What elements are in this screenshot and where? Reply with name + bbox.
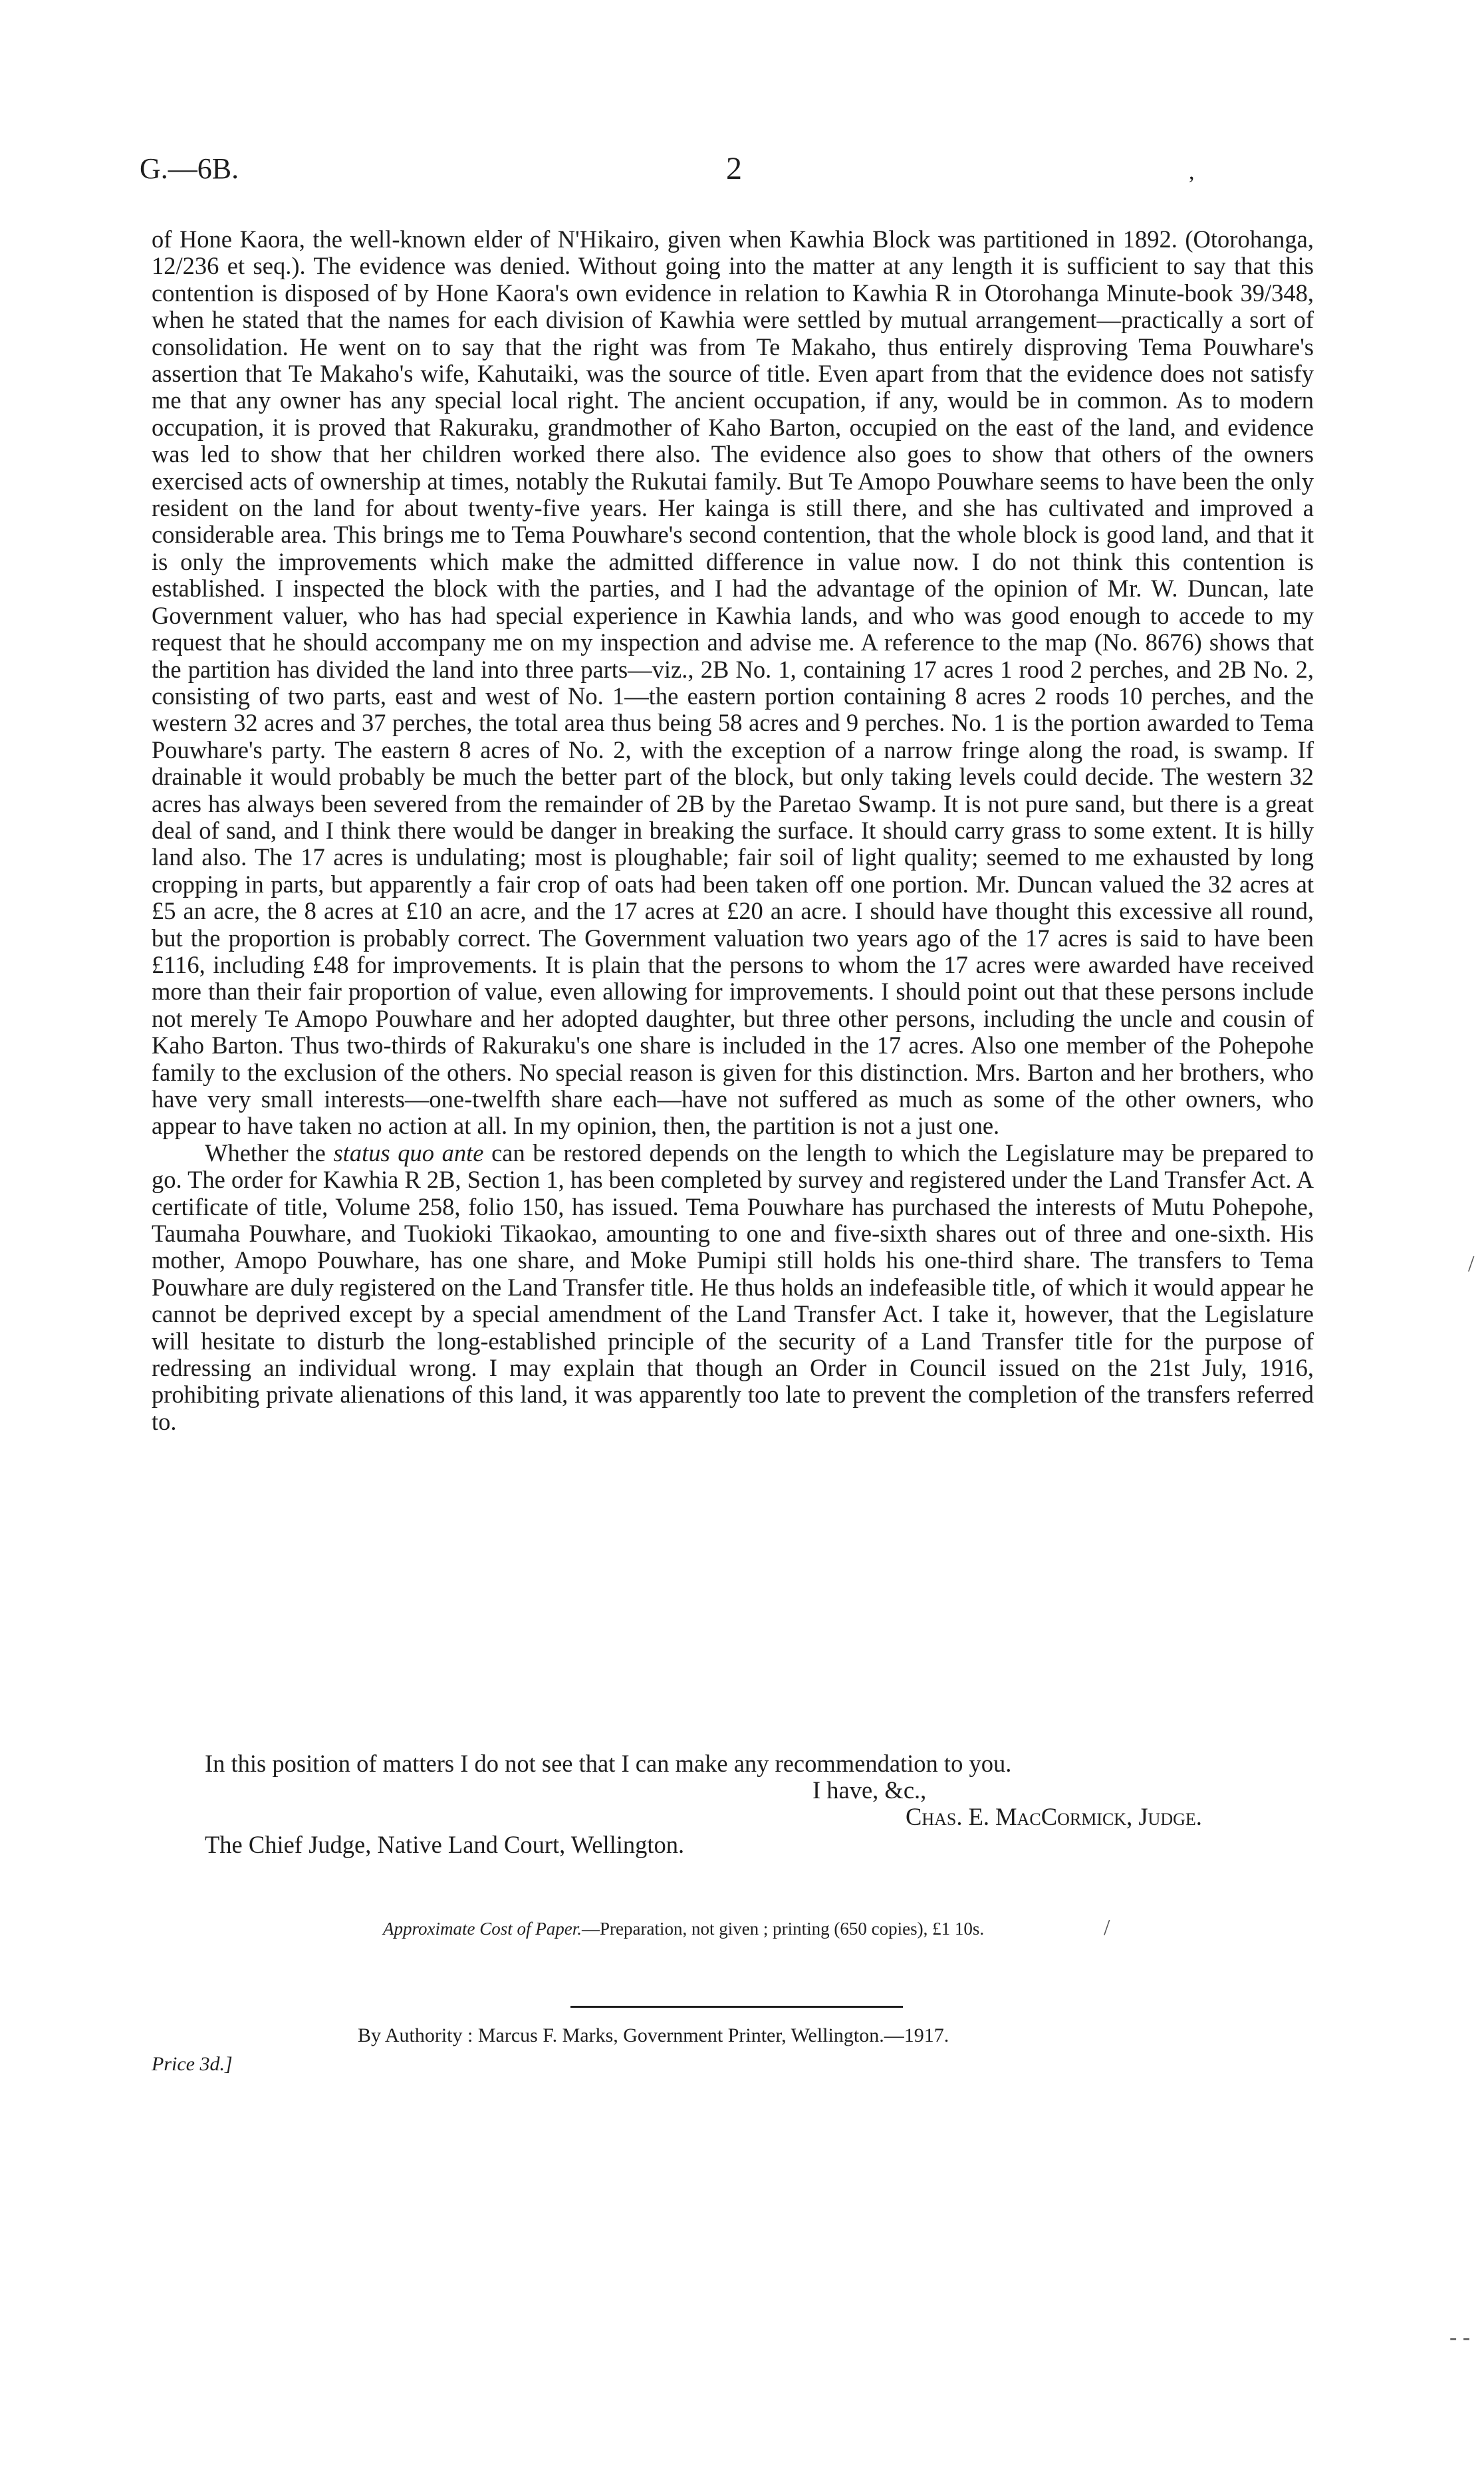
footer-rule — [570, 2006, 903, 2008]
paragraph-2-lead: Whether the — [205, 1139, 334, 1167]
body-text — [152, 226, 1314, 1435]
cost-text: —Preparation, not given ; printing (650 copies), £1 10s. — [581, 1919, 985, 1939]
cost-label: Approximate Cost of Paper. — [383, 1919, 582, 1939]
closing-line: In this position of matters I do not see that I can make any recommendation to you. — [205, 1750, 1012, 1777]
price: Price 3d.] — [152, 2053, 233, 2075]
stray-mark: , — [1189, 160, 1195, 184]
page-number: 2 — [726, 151, 742, 186]
margin-mark-a: / — [1468, 1252, 1475, 1276]
margin-mark-b: / — [1104, 1915, 1110, 1940]
printer-imprint: By Authority : Marcus F. Marks, Government Printer, Wellington.—1917. — [358, 2024, 949, 2046]
margin-mark-c: - - — [1449, 2325, 1471, 2350]
signature: Chas. E. MacCormick, Judge. — [906, 1803, 1202, 1830]
paragraph-2-rest: can be restored depends on the length to which the Legislature may be prepared to go. The order for Kawhia R 2B, Section 1, has been completed by survey and registered under the Land Transfer Act. A certificate of title, Volume 258, folio 150, has issued. Tema Pouwhare has purchased the interests of Mutu Pohepohe, Taumaha Pouwhare, and Tuokioki Tikaokao, amounting to one and five-sixth shares out of three and one-sixth. His mother, Amopo Pouwhare, has one share, and Moke Pumipi still holds his one-third share. The transfers to Tema Pouwhare are duly registered on the Land Transfer title. He thus holds an indefeasible title, of which it would appear he cannot be deprived except by a special amendment of the Land Transfer Act. I take it, however, that the Legislature will hesitate to disturb the long-established principle of the security of a Land Transfer title for the purpose of redressing an individual wrong. I may explain that though an Order in Council issued on the 21st July, 1916, prohibiting private alienations of this land, it was apparently too late to prevent the completion of the transfers referred to. — [152, 1139, 1314, 1435]
addressee: The Chief Judge, Native Land Court, Wellington. — [205, 1831, 685, 1858]
paragraph-1: of Hone Kaora, the well-known elder of N'Hikairo, given when Kawhia Block was partitioned in 1892. (Otorohanga, 12/236 et seq.). The evidence was denied. Without going into the matter at any length it is sufficient to say that this contention is disposed of by Hone Kaora's own evidence in relation to Kawhia R in Otorohanga Minute-book 39/348, when he stated that the names for each division of Kawhia were settled by mutual arrangement—practically a sort of consolidation. He went on to say that the right was from Te Makaho, thus entirely disproving Tema Pouwhare's assertion that Te Makaho's wife, Kahutaiki, was the source of title. Even apart from that the evidence does not satisfy me that any owner has any special local right. The ancient occupation, if any, would be in common. As to modern occupation, it is proved that Rakuraku, grandmother of Kaho Barton, occupied on the east of the land, and evidence was led to show that her children worked there also. The evidence also goes to show that others of the owners exercised acts of ownership at times, notably the Rukutai family. But Te Amopo Pouwhare seems to have been the only resident on the land for about twenty-five years. Her kainga is still there, and she has cultivated and improved a considerable area. This brings me to Tema Pouwhare's second contention, that the whole block is good land, and that it is only the improvements which make the admitted difference in value now. I do not think this contention is established. I inspected the block with the parties, and I had the advantage of the opinion of Mr. W. Duncan, late Government valuer, who has had special experience in Kawhia lands, and who was good enough to accede to my request that he should accompany me on my inspection and advise me. A reference to the map (No. 8676) shows that the partition has divided the land into three parts—viz., 2B No. 1, containing 17 acres 1 rood 2 perches, and 2B No. 2, consisting of two parts, east and west of No. 1—the eastern portion containing 8 acres 2 roods 10 perches, and the western 32 acres and 37 perches, the total area thus being 58 acres and 9 perches. No. 1 is the portion awarded to Tema Pouwhare's party. The eastern 8 acres of No. 2, with the exception of a narrow fringe along the road, is swamp. If drainable it would probably be much the better part of the block, but only taking levels could decide. The western 32 acres has always been severed from the remainder of 2B by the Paretao Swamp. It is not pure sand, but there is a great deal of sand, and I think there would be danger in breaking the surface. It should carry grass to some extent. It is hilly land also. The 17 acres is undulating; most is ploughable; fair soil of light quality; seemed to me exhausted by long cropping in parts, but apparently a fair crop of oats had been taken off one portion. Mr. Duncan valued the 32 acres at £5 an acre, the 8 acres at £10 an acre, and the 17 acres at £20 an acre. I should have thought this excessive all round, but the proportion is probably correct. The Government valuation two years ago of the 17 acres is said to have been £116, including £48 for improvements. It is plain that the persons to whom the 17 acres were awarded have received more than their fair proportion of value, even allowing for improvements. I should point out that these persons include not merely Te Amopo Pouwhare and her adopted daughter, but three other persons, including the uncle and cousin of Kaho Barton. Thus two-thirds of Rakuraku's one share is included in the 17 acres. Also one member of the Pohepohe family to the exclusion of the others. No special reason is given for this distinction. Mrs. Barton and her brothers, who have very small interests—one-twelfth share each—have not suffered as much as some of the other owners, who appear to have taken no action at all. In my opinion, then, the partition is not a just one. — [152, 225, 1314, 1140]
salutation: I have, &c., — [812, 1776, 927, 1804]
paragraph-2 — [152, 1140, 1314, 1435]
page-reference: G.—6B. — [140, 152, 239, 185]
cost-note — [383, 1919, 984, 1939]
paragraph-2-italic: status quo ante — [333, 1139, 484, 1167]
